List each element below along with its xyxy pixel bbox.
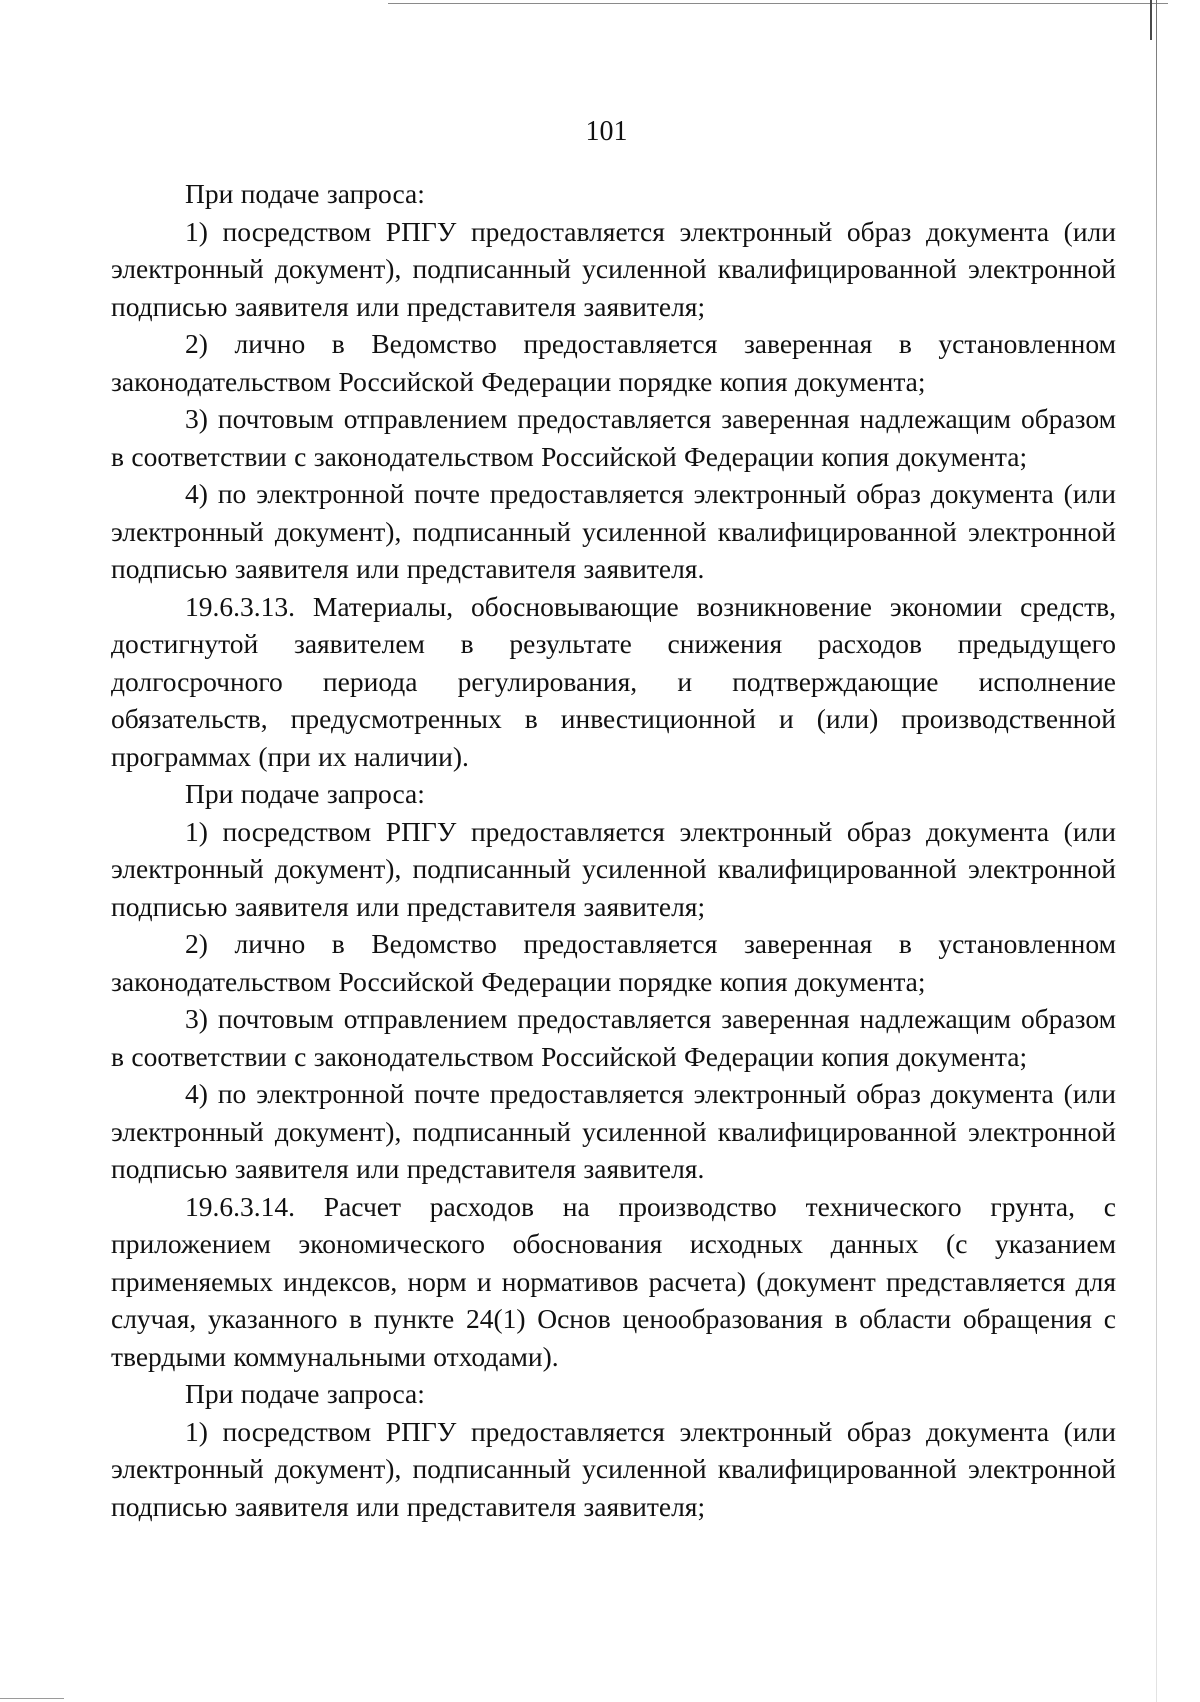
paragraph-item-mail-1: 3) почтовым отправлением предоставляется заверенная надлежащим образом в соответствии с законодательством Российской Федерации копия документа;: [111, 403, 1116, 472]
page-number: 101: [585, 116, 628, 147]
paragraph-item-rpgu-2: 1) посредством РПГУ предоставляется электронный образ документа (или электронный документ), подписанный усиленной квалифицированной электронной подписью заявителя или представителя заявителя;: [111, 815, 1116, 922]
paragraph-item-rpgu-1: 1) посредством РПГУ предоставляется электронный образ документа (или электронный документ), подписанный усиленной квалифицированной электронной подписью заявителя или представителя заявителя;: [111, 215, 1116, 322]
paragraph-item-in-person-1: 2) лично в Ведомство предоставляется заверенная в установленном законодательством Российской Федерации порядке копия документа;: [111, 328, 1116, 397]
paragraph-section-19-6-3-14: 19.6.3.14. Расчет расходов на производство технического грунта, с приложением экономического обоснования исходных данных (с указанием применяемых индексов, норм и нормативов расчета) (документ представляется для случая, указанного в пункте 24(1) Основ ценообразования в области обращения с твердыми коммунальными отходами).: [111, 1190, 1116, 1372]
document-body: [111, 175, 1116, 1525]
paragraph-item-in-person-2: 2) лично в Ведомство предоставляется заверенная в установленном законодательством Российской Федерации порядке копия документа;: [111, 928, 1116, 997]
paragraph-request-heading-1: При подаче запроса:: [185, 178, 425, 209]
paragraph-item-mail-2: 3) почтовым отправлением предоставляется заверенная надлежащим образом в соответствии с законодательством Российской Федерации копия документа;: [111, 1003, 1116, 1072]
scan-edge-top: [388, 3, 1168, 4]
paragraph-item-email-1: 4) по электронной почте предоставляется электронный образ документа (или электронный документ), подписанный усиленной квалифицированной электронной подписью заявителя или представителя заявителя.: [111, 478, 1116, 584]
scan-edge-right-mark: [1150, 0, 1152, 40]
paragraph-item-rpgu-3: 1) посредством РПГУ предоставляется электронный образ документа (или электронный документ), подписанный усиленной квалифицированной электронной подписью заявителя или представителя заявителя;: [111, 1415, 1116, 1522]
scan-edge-right: [1156, 0, 1157, 1702]
scan-edge-bottom: [0, 1698, 64, 1699]
paragraph-section-19-6-3-13: 19.6.3.13. Материалы, обосновывающие возникновение экономии средств, достигнутой заявителем в результате снижения расходов предыдущего долгосрочного периода регулирования, и подтверждающие исполнение обязательств, предусмотренных в инвестиционной и (или) производственной программах (при их наличии).: [111, 590, 1116, 772]
paragraph-request-heading-3: При подаче запроса:: [185, 1378, 425, 1409]
paragraph-item-email-2: 4) по электронной почте предоставляется электронный образ документа (или электронный документ), подписанный усиленной квалифицированной электронной подписью заявителя или представителя заявителя.: [111, 1078, 1116, 1184]
paragraph-request-heading-2: При подаче запроса:: [185, 778, 425, 809]
